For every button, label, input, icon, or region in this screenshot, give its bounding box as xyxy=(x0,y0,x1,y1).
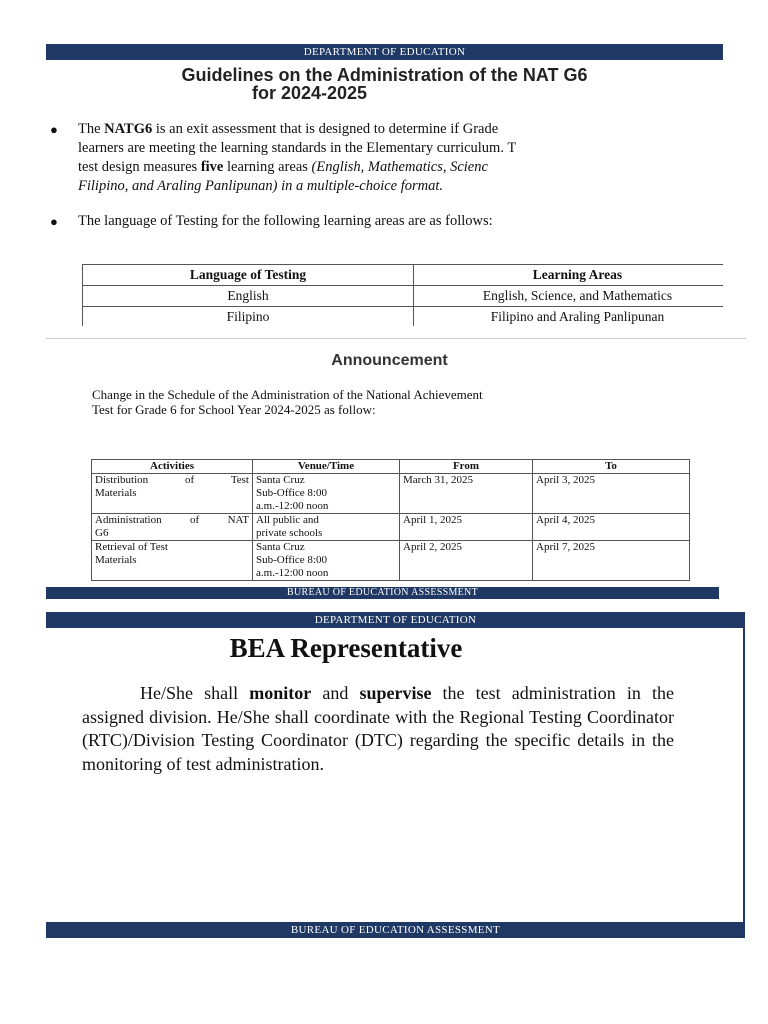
bea-representative-slide xyxy=(46,612,745,938)
divider xyxy=(46,338,746,339)
table-header-row xyxy=(83,265,724,286)
from-cell: April 2, 2025 xyxy=(400,541,533,581)
bullet-dot-icon: ● xyxy=(50,122,58,137)
bullet1-line2: learners are meeting the learning standards in the Elementary curriculum. T xyxy=(78,140,517,156)
table-row xyxy=(92,541,690,581)
bea-title: BEA Representative xyxy=(229,633,463,663)
announcement-slide xyxy=(46,338,723,600)
table-header-row xyxy=(92,460,690,474)
activity-cell: Retrieval of Test Materials xyxy=(92,541,253,581)
venue-cell: Santa Cruz Sub-Office 8:00 a.m.-12:00 noon xyxy=(253,541,400,581)
guidelines-title xyxy=(46,66,723,102)
bullet1-line3: test design measures five learning areas (English, Mathematics, Scienc xyxy=(78,159,488,175)
schedule-table xyxy=(91,459,690,581)
learning-areas-cell: Filipino and Araling Panlipunan xyxy=(414,307,724,327)
activity-cell: Administration of NAT G6 xyxy=(92,514,253,541)
header-activities: Activities xyxy=(92,460,253,474)
table-row xyxy=(83,307,724,327)
bureau-banner: BUREAU OF EDUCATION ASSESSMENT xyxy=(46,922,745,938)
header-from: From xyxy=(400,460,533,474)
header-venue-time: Venue/Time xyxy=(253,460,400,474)
bullet-natg6-description xyxy=(50,120,723,196)
from-cell: March 31, 2025 xyxy=(400,474,533,514)
bullet-dot-icon: ● xyxy=(50,214,58,229)
guidelines-title-line1: Guidelines on the Administration of the NAT G6 xyxy=(181,65,588,85)
department-banner: DEPARTMENT OF EDUCATION xyxy=(46,44,723,60)
language-cell: Filipino xyxy=(83,307,414,327)
activity-cell: Distribution of Test Materials xyxy=(92,474,253,514)
to-cell: April 4, 2025 xyxy=(533,514,690,541)
header-learning-areas: Learning Areas xyxy=(414,265,724,286)
language-table xyxy=(82,264,723,326)
guidelines-title-line2: for 2024-2025 xyxy=(251,83,368,103)
bullet2-text: The language of Testing for the following learning areas are as follows: xyxy=(78,213,493,229)
to-cell: April 7, 2025 xyxy=(533,541,690,581)
from-cell: April 1, 2025 xyxy=(400,514,533,541)
bea-paragraph: He/She shall monitor and supervise the test administration in the assigned division. He/She shall coordinate with the Regional Testing Coordinator (RTC)/Division Testing Coordinator (DTC) regarding the specific details in the monitoring of test administration. xyxy=(82,683,674,774)
language-cell: English xyxy=(83,286,414,307)
bullet1-line4: Filipino, and Araling Panlipunan) in a multiple-choice format. xyxy=(78,178,444,194)
venue-cell: Santa Cruz Sub-Office 8:00 a.m.-12:00 noon xyxy=(253,474,400,514)
bullet1-line1: The NATG6 is an exit assessment that is designed to determine if Grade xyxy=(78,121,499,137)
header-to: To xyxy=(533,460,690,474)
learning-areas-cell: English, Science, and Mathematics xyxy=(414,286,724,307)
announcement-text: Change in the Schedule of the Administration of the National Achievement Test for Grade 6 for School Year 2024-2025 as follow: xyxy=(92,387,483,417)
header-language-of-testing: Language of Testing xyxy=(83,265,414,286)
venue-cell: All public and private schools xyxy=(253,514,400,541)
bullet-language-of-testing xyxy=(50,212,723,231)
table-row xyxy=(83,286,724,307)
department-banner: DEPARTMENT OF EDUCATION xyxy=(46,612,745,628)
table-row xyxy=(92,474,690,514)
table-row xyxy=(92,514,690,541)
bureau-banner: BUREAU OF EDUCATION ASSESSMENT xyxy=(46,587,719,599)
guidelines-slide xyxy=(46,44,723,326)
to-cell: April 3, 2025 xyxy=(533,474,690,514)
announcement-title: Announcement xyxy=(331,352,448,369)
